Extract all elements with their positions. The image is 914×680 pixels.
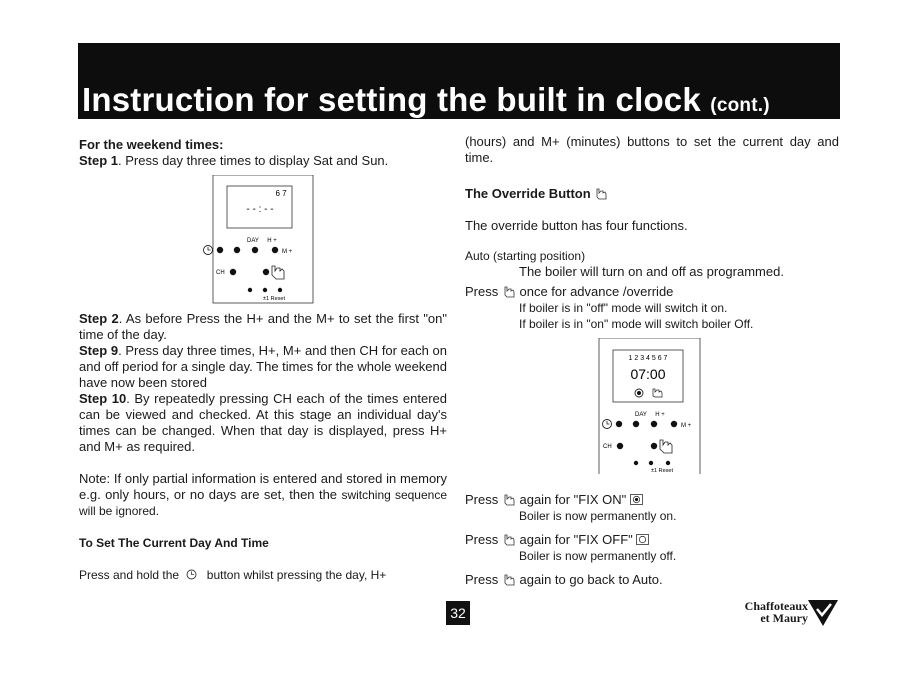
press-back-to-auto: Press again to go back to Auto. xyxy=(465,572,663,587)
panel2-override-button[interactable] xyxy=(651,443,657,449)
panel1-m-button[interactable] xyxy=(272,247,278,253)
step-2: Step 2. As before Press the H+ and the M+ to set the first "on" time of the day. xyxy=(79,311,448,342)
panel2-day-label: DAY xyxy=(635,412,647,418)
hand-icon xyxy=(502,285,516,298)
step-9: Step 9. Press day three times, H+, M+ and then CH for each on and off period for a single day. The times for the whole weekend have now been stored xyxy=(79,343,448,390)
page-title: Instruction for setting the built in clock (cont.) xyxy=(82,81,770,118)
panel2-clock-icon xyxy=(603,420,612,429)
panel1-small-dot-2[interactable] xyxy=(263,288,267,292)
panel1-override-button[interactable] xyxy=(263,269,269,275)
hand-icon xyxy=(594,187,608,200)
panel2-reset-dot[interactable] xyxy=(666,461,670,465)
panel2-time: 07:00 xyxy=(630,366,666,382)
panel2-fix-on-icon xyxy=(635,389,643,397)
weekend-heading: For the weekend times: xyxy=(79,137,224,152)
panel1-h-label: H + xyxy=(267,238,277,244)
press-once: Press once for advance /override xyxy=(465,284,674,299)
step-10: Step 10. By repeatedly pressing CH each of the times entered can be viewed and checked. At this stage an individual day's times can be changed. When that day is displayed, press H+ and M+ as required. xyxy=(79,391,447,454)
override-intro: The override button has four functions. xyxy=(465,218,688,233)
title-suffix: (cont.) xyxy=(710,95,770,116)
press-fix-on: Press again for "FIX ON" xyxy=(465,492,839,508)
panel1-days: 6 7 xyxy=(275,189,287,198)
left-column xyxy=(79,137,447,583)
panel1-day-button[interactable] xyxy=(234,247,240,253)
hand-icon xyxy=(502,533,516,546)
panel2-small-dot-2[interactable] xyxy=(649,461,653,465)
hand-icon xyxy=(502,493,516,506)
timer-panel-weekend xyxy=(79,175,447,311)
panel1-reset-dot[interactable] xyxy=(278,288,282,292)
press-once-line-1: If boiler is in "off" mode will switch it on. xyxy=(519,301,728,315)
auto-description: The boiler will turn on and off as programmed. xyxy=(519,264,784,279)
panel2-ch-label: CH xyxy=(603,444,612,450)
panel2-dot xyxy=(616,421,622,427)
panel2-m-label: M + xyxy=(681,423,692,429)
panel1-ch-label: CH xyxy=(216,270,225,276)
fix-off-icon xyxy=(636,534,649,545)
panel1-hand-icon xyxy=(272,266,284,279)
brand-logo-icon xyxy=(808,596,838,626)
panel1-day-label: DAY xyxy=(247,238,259,244)
fix-on-description: Boiler is now permanently on. xyxy=(519,509,677,523)
fix-off-description: Boiler is now permanently off. xyxy=(519,549,677,563)
continued-text: (hours) and M+ (minutes) buttons to set the current day and time. xyxy=(465,134,839,165)
panel2-h-button[interactable] xyxy=(651,421,657,427)
panel1-ch-button[interactable] xyxy=(230,269,236,275)
panel1-time: - - : - - xyxy=(246,204,274,215)
panel2-m-button[interactable] xyxy=(671,421,677,427)
panel2-day-button[interactable] xyxy=(633,421,639,427)
panel2-hand-icon-large xyxy=(660,440,672,453)
step-1: Step 1. Press day three times to display Sat and Sun. xyxy=(79,153,389,168)
panel1-m-label: M + xyxy=(282,249,293,255)
panel2-small-dot-1 xyxy=(634,461,638,465)
page-number: 32 xyxy=(446,601,470,625)
timer-panel-override xyxy=(465,338,839,476)
clock-icon xyxy=(186,569,197,580)
fix-on-icon xyxy=(630,494,643,505)
override-heading: The Override Button xyxy=(465,186,839,202)
panel1-h-button[interactable] xyxy=(252,247,258,253)
panel2-ch-button[interactable] xyxy=(617,443,623,449)
auto-label: Auto (starting position) xyxy=(465,249,586,263)
panel1-small-dot-1 xyxy=(248,288,252,292)
panel1-reset-label: ±1 Reset xyxy=(263,296,285,302)
note: Note: If only partial information is entered and stored in memory e.g. only hours, or no days are set, then the switching sequence will be ignored. xyxy=(79,471,447,518)
press-once-line-2: If boiler is in "on" mode will switch boiler Off. xyxy=(519,317,754,331)
set-day-time-heading: To Set The Current Day And Time xyxy=(79,536,269,550)
panel2-h-label: H + xyxy=(655,412,665,418)
panel1-clock-icon xyxy=(204,246,213,255)
panel1-dot xyxy=(217,247,223,253)
brand-name: Chaffoteaux et Maury xyxy=(744,599,808,625)
right-column xyxy=(465,134,839,588)
panel2-reset-label: ±1 Reset xyxy=(651,468,673,474)
panel2-hand-icon xyxy=(653,389,662,397)
press-hold-instruction: Press and hold the button whilst pressing the day, H+ xyxy=(79,568,387,582)
press-fix-off: Press again for "FIX OFF" xyxy=(465,532,839,548)
hand-icon xyxy=(502,573,516,586)
panel2-days: 1 2 3 4 5 6 7 xyxy=(628,355,668,362)
